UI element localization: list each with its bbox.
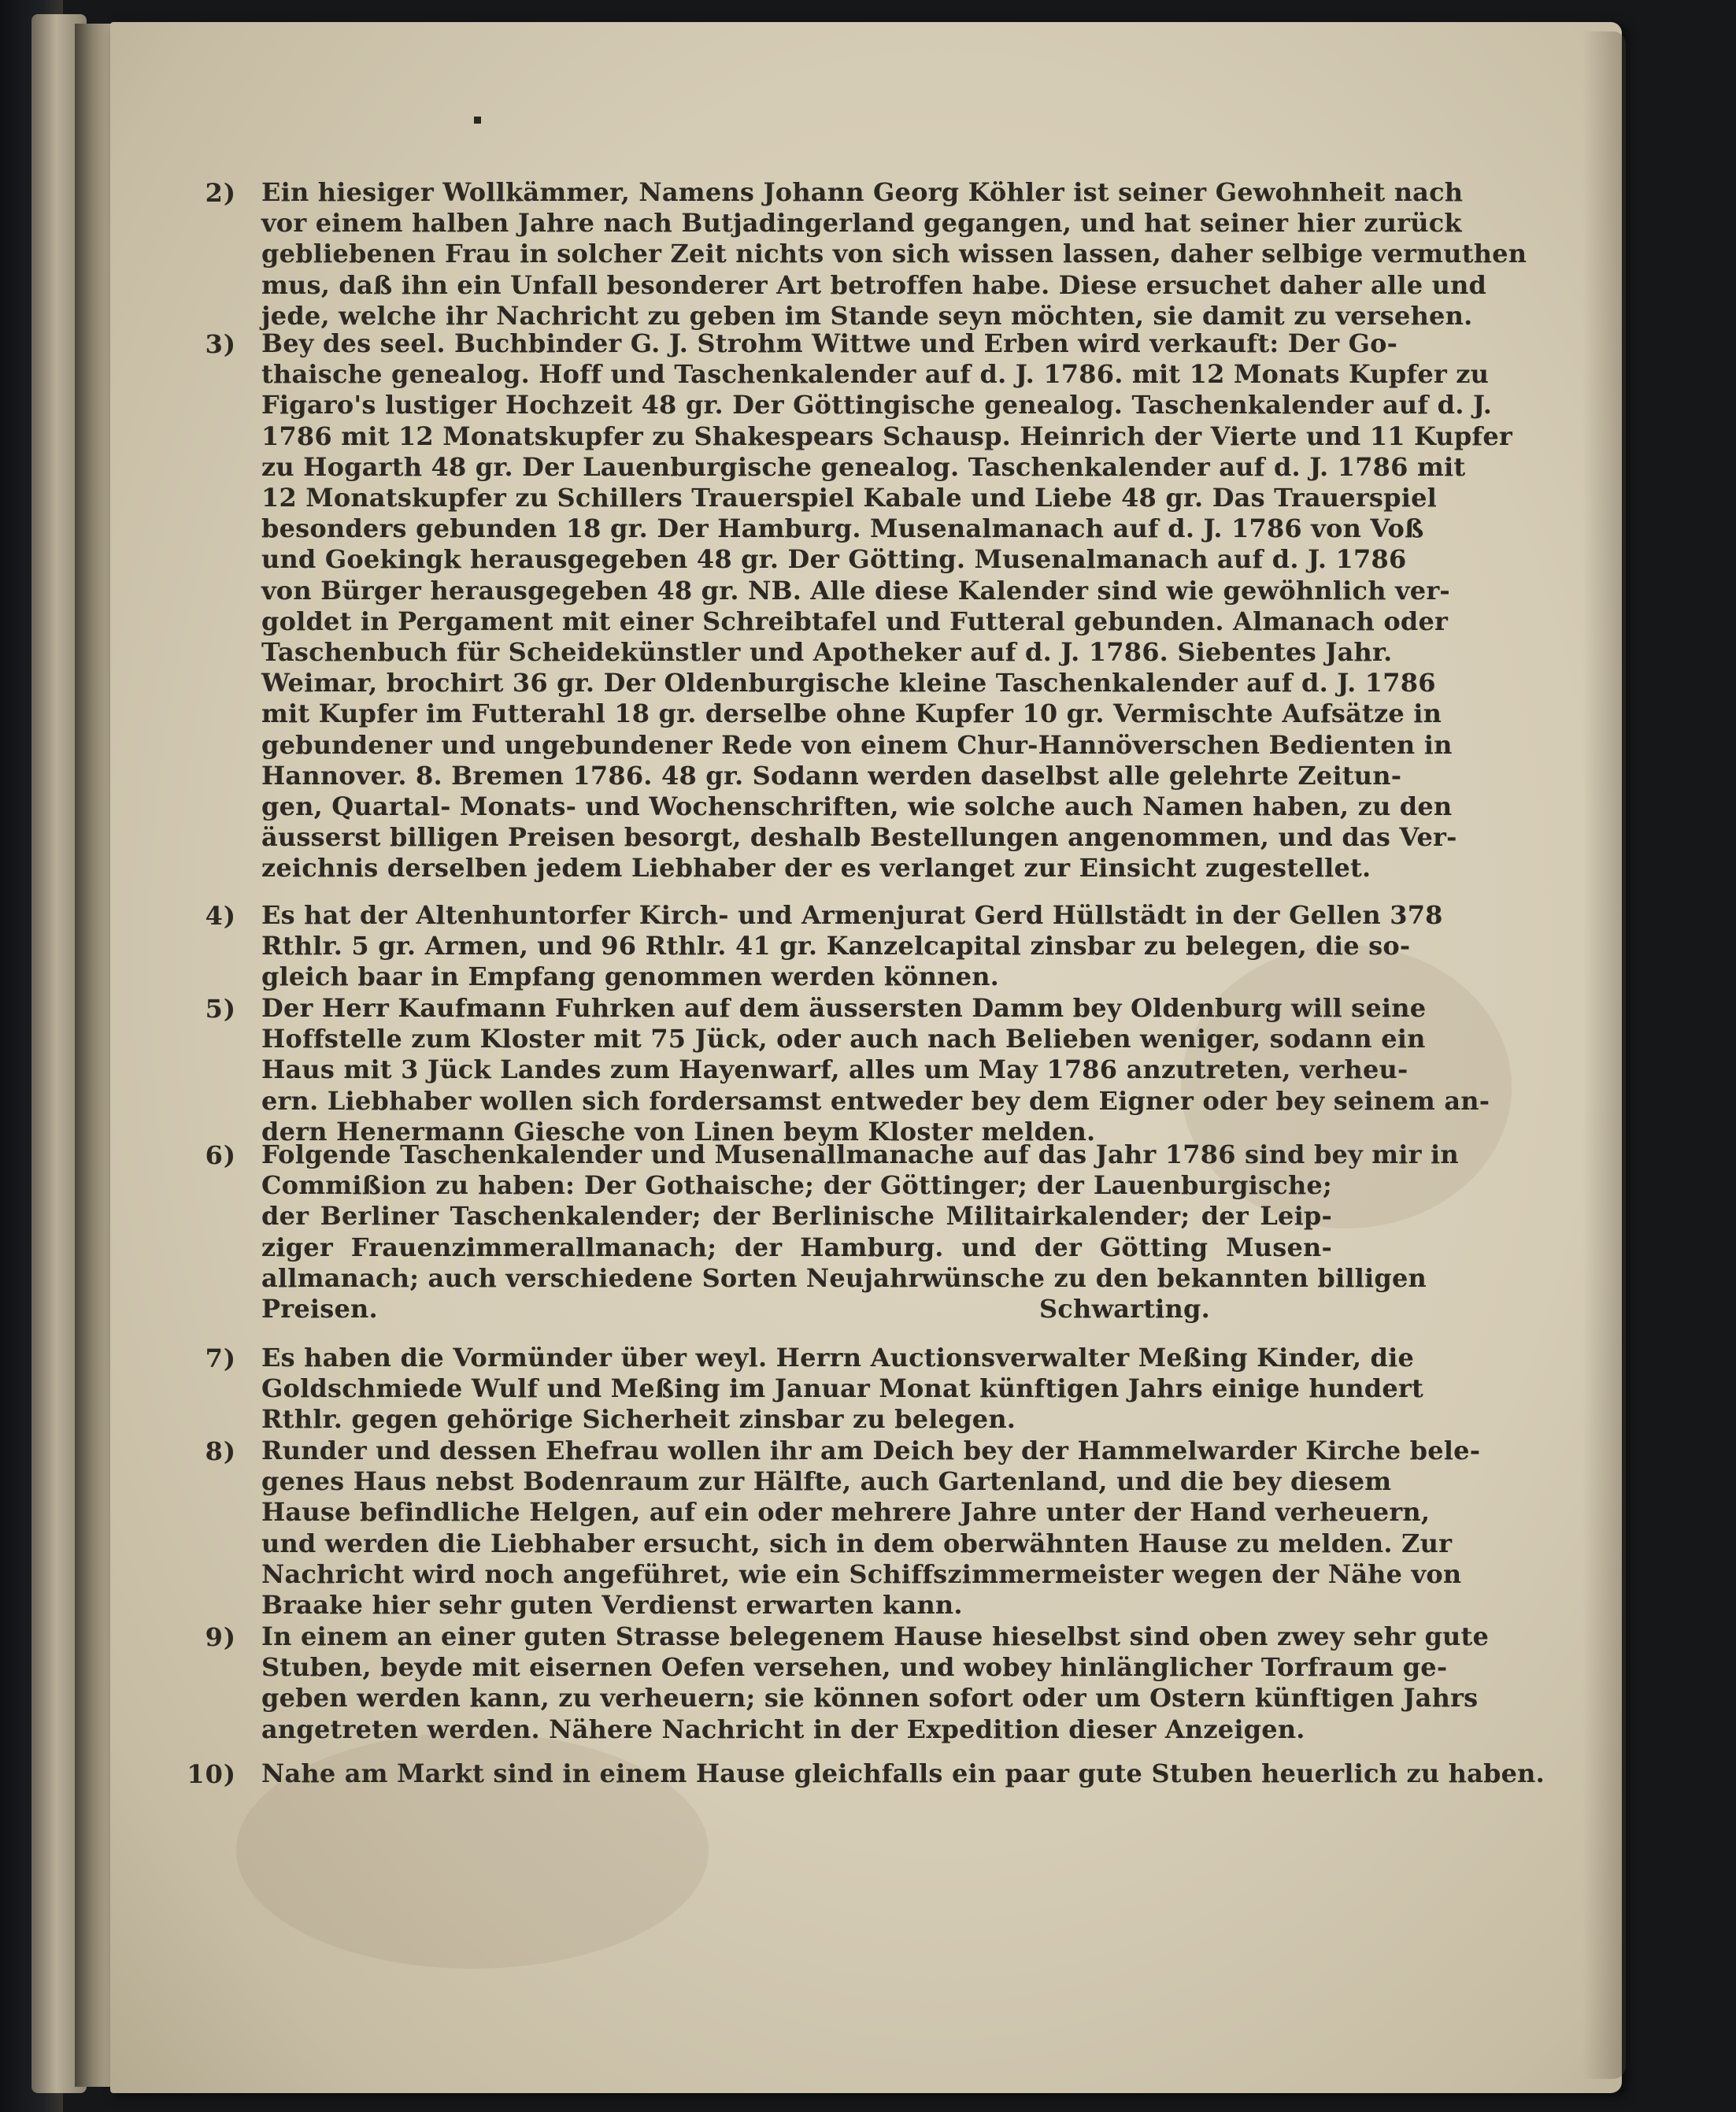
entry-text-line: mus, daß ihn ein Unfall besonderer Art betroffen habe. Diese ersuchet daher alle und <box>261 269 1487 300</box>
entry-number: 2) <box>205 178 236 208</box>
entry-number: 8) <box>205 1436 236 1466</box>
entry-text-line: 1786 mit 12 Monatskupfer zu Shakespears Schausp. Heinrich der Vierte und 11 Kupfer <box>261 421 1512 451</box>
entry-text-line: gebundener und ungebundener Rede von einem Chur-Hannöverschen Bedienten in <box>261 729 1453 760</box>
entry-text-line: In einem an einer guten Strasse belegenem Hause hieselbst sind oben zwey sehr gute <box>261 1621 1490 1651</box>
entry-text-line: Nachricht wird noch angeführet, wie ein Schiffszimmermeister wegen der Nähe von <box>261 1558 1462 1589</box>
entry-text-line: geben werden kann, zu verheuern; sie können sofort oder um Ostern künftigen Jahrs <box>261 1683 1479 1714</box>
entry-text-line: Weimar, brochirt 36 gr. Der Oldenburgische kleine Taschenkalender auf d. J. 1786 <box>261 668 1436 698</box>
entry-text-line: der Berliner Taschenkalender; der Berlinische Militairkalender; der Leip- <box>261 1201 1332 1232</box>
entry-text-line: Es haben die Vormünder über weyl. Herrn Auctionsverwalter Meßing Kinder, die <box>261 1343 1415 1373</box>
entry-text-line: ziger Frauenzimmerallmanach; der Hamburg. und der Götting Musen- <box>261 1232 1332 1262</box>
entry-text-line: Folgende Taschenkalender und Musenallmanache auf das Jahr 1786 sind bey mir in <box>261 1139 1459 1169</box>
signature-name: Schwarting. <box>1039 1294 1210 1324</box>
entry-text-line: Der Herr Kaufmann Fuhrken auf dem äussersten Damm bey Oldenburg will seine <box>261 993 1427 1023</box>
entry-text-line: Preisen. <box>261 1294 378 1324</box>
entry-text-line: Runder und dessen Ehefrau wollen ihr am Deich bey der Hammelwarder Kirche bele- <box>261 1436 1481 1465</box>
entry-text-line: Commißion zu haben: Der Gothaische; der Göttinger; der Lauenburgische; <box>261 1170 1332 1201</box>
entry-text-line: Es hat der Altenhuntorfer Kirch- und Armenjurat Gerd Hüllstädt in der Gellen 378 <box>261 900 1443 930</box>
entry-number: 7) <box>205 1343 236 1373</box>
entry-text-line: jede, welche ihr Nachricht zu geben im Stande seyn möchten, sie damit zu versehen. <box>261 300 1473 331</box>
entry-text-line: 12 Monatskupfer zu Schillers Trauerspiel Kabale und Liebe 48 gr. Das Trauerspiel <box>261 483 1437 513</box>
entry-text-line: Braake hier sehr guten Verdienst erwarten kann. <box>261 1590 963 1620</box>
entry-text-line: genes Haus nebst Bodenraum zur Hälfte, auch Gartenland, und die bey diesem <box>261 1466 1392 1497</box>
entry-number: 10) <box>187 1759 236 1789</box>
entry-number: 3) <box>205 329 236 359</box>
entry-text-line: Bey des seel. Buchbinder G. J. Strohm Wittwe und Erben wird verkauft: Der Go- <box>261 328 1398 358</box>
entry-text-line: besonders gebunden 18 gr. Der Hamburg. Musenalmanach auf d. J. 1786 von Voß <box>261 513 1424 544</box>
entry-text-line: Rthlr. gegen gehörige Sicherheit zinsbar zu belegen. <box>261 1404 1016 1435</box>
entry-text-line: Nahe am Markt sind in einem Hause gleichfalls ein paar gute Stuben heuerlich zu haben. <box>261 1758 1545 1788</box>
entry-text-line: gebliebenen Frau in solcher Zeit nichts von sich wissen lassen, daher selbige vermuthen <box>261 239 1527 269</box>
entry-text-line: Hoffstelle zum Kloster mit 75 Jück, oder auch nach Belieben weniger, sodann ein <box>261 1024 1426 1054</box>
entry-text-line: allmanach; auch verschiedene Sorten Neujahrwünsche zu den bekannten billigen <box>261 1262 1427 1293</box>
entry-text-line: zeichnis derselben jedem Liebhaber der es verlanget zur Einsicht zugestellet. <box>261 853 1371 884</box>
entry-text-line: Hause befindliche Helgen, auf ein oder mehrere Jahre unter der Hand verheuern, <box>261 1497 1431 1528</box>
entry-text-line: und Goekingk herausgegeben 48 gr. Der Götting. Musenalmanach auf d. J. 1786 <box>261 544 1407 575</box>
entry-text-line: goldet in Pergament mit einer Schreibtafel und Futteral gebunden. Almanach oder <box>261 606 1449 636</box>
entry-text-line: vor einem halben Jahre nach Butjadingerland gegangen, und hat seiner hier zurück <box>261 208 1462 239</box>
entry-text-line: ern. Liebhaber wollen sich fordersamst entweder bey dem Eigner oder bey seinem an- <box>261 1085 1490 1116</box>
entry-text-line: zu Hogarth 48 gr. Der Lauenburgische genealog. Taschenkalender auf d. J. 1786 mit <box>261 451 1466 482</box>
entry-text-line: gleich baar in Empfang genommen werden können. <box>261 962 999 992</box>
entry-text-line: Haus mit 3 Jück Landes zum Hayenwarf, alles um May 1786 anzutreten, verheu- <box>261 1054 1408 1085</box>
entry-text-line: äusserst billigen Preisen besorgt, deshalb Bestellungen angenommen, und das Ver- <box>261 822 1457 853</box>
entry-text-line: Rthlr. 5 gr. Armen, und 96 Rthlr. 41 gr. Kanzelcapital zinsbar zu belegen, die so- <box>261 931 1411 962</box>
entry-number: 5) <box>205 994 236 1024</box>
entry-text-line: gen, Quartal- Monats- und Wochenschriften, wie solche auch Namen haben, zu den <box>261 791 1453 821</box>
entry-text-line: und werden die Liebhaber ersucht, sich in dem oberwähnten Hause zu melden. Zur <box>261 1528 1453 1558</box>
entry-text-line: von Bürger herausgegeben 48 gr. NB. Alle diese Kalender sind wie gewöhnlich ver- <box>261 575 1450 606</box>
entry-text-line: mit Kupfer im Futterahl 18 gr. derselbe ohne Kupfer 10 gr. Vermischte Aufsätze in <box>261 698 1442 729</box>
entry-number: 9) <box>205 1622 236 1652</box>
entry-number: 6) <box>205 1140 236 1170</box>
entry-text-line: dern Henermann Giesche von Linen beym Kloster melden. <box>261 1116 1096 1147</box>
entry-text-line: angetreten werden. Nähere Nachricht in der Expedition dieser Anzeigen. <box>261 1714 1305 1744</box>
entry-number: 4) <box>205 901 236 931</box>
entry-text-line: thaische genealog. Hoff und Taschenkalender auf d. J. 1786. mit 12 Monats Kupfer zu <box>261 359 1490 390</box>
entry-text-line: Figaro's lustiger Hochzeit 48 gr. Der Göttingische genealog. Taschenkalender auf d. J. <box>261 390 1493 421</box>
entry-text-line: Goldschmiede Wulf und Meßing im Januar Monat künftigen Jahrs einige hundert <box>261 1373 1423 1404</box>
entry-text-line: Taschenbuch für Scheidekünstler und Apotheker auf d. J. 1786. Siebentes Jahr. <box>261 637 1393 667</box>
entry-text-line: Stuben, beyde mit eisernen Oefen versehen, und wobey hinlänglicher Torfraum ge- <box>261 1652 1448 1683</box>
entry-text-line: Hannover. 8. Bremen 1786. 48 gr. Sodann werden daselbst alle gelehrte Zeitun- <box>261 760 1402 791</box>
entry-text-line: Ein hiesiger Wollkämmer, Namens Johann Georg Köhler ist seiner Gewohnheit nach <box>261 177 1464 207</box>
